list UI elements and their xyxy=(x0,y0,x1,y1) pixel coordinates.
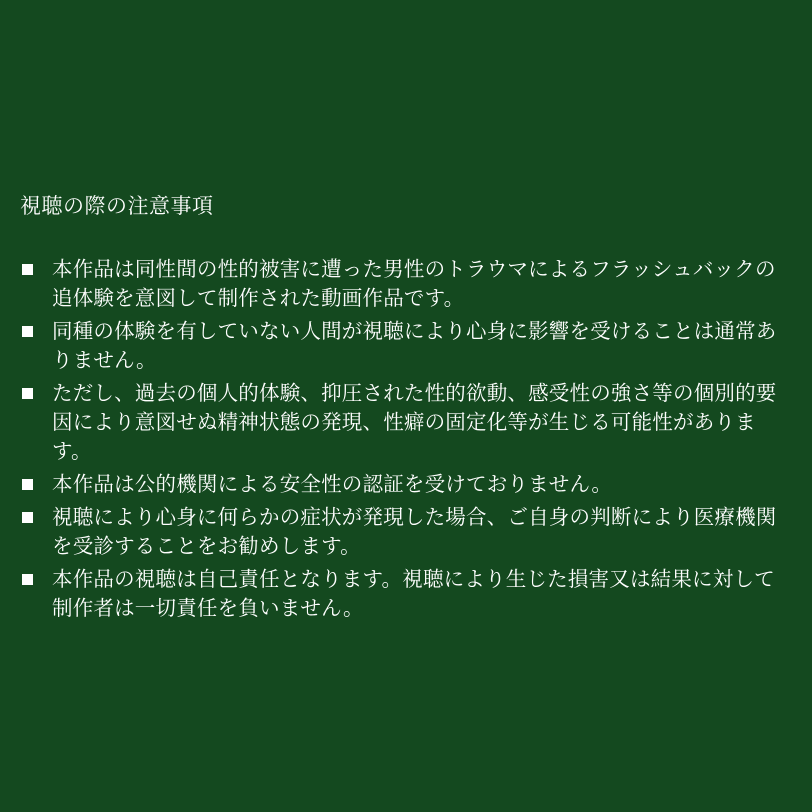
page-title: 視聴の際の注意事項 xyxy=(20,195,214,218)
list-item-text: 本作品は同性間の性的被害に遭った男性のトラウマによるフラッシュバックの追体験を意図して制作された動画作品です。 xyxy=(52,258,776,310)
list-item-text: 本作品は公的機関による安全性の認証を受けておりません。 xyxy=(52,473,613,496)
square-bullet-icon xyxy=(22,388,33,399)
square-bullet-icon xyxy=(22,264,33,275)
list-item xyxy=(20,255,795,313)
square-bullet-icon xyxy=(22,326,33,337)
square-bullet-icon xyxy=(22,479,33,490)
notice-list xyxy=(20,255,795,627)
square-bullet-icon xyxy=(22,574,33,585)
list-item xyxy=(20,379,795,466)
list-item-text: 本作品の視聴は自己責任となります。視聴により生じた損害又は結果に対して制作者は一切責任を負いません。 xyxy=(52,568,775,620)
list-item xyxy=(20,470,795,499)
square-bullet-icon xyxy=(22,512,33,523)
list-item-text: ただし、過去の個人的体験、抑圧された性的欲動、感受性の強さ等の個別的要因により意図せぬ精神状態の発現、性癖の固定化等が生じる可能性があります。 xyxy=(52,382,777,463)
list-item xyxy=(20,565,795,623)
list-item xyxy=(20,503,795,561)
list-item-text: 視聴により心身に何らかの症状が発現した場合、ご自身の判断により医療機関を受診することをお勧めします。 xyxy=(52,506,777,558)
list-item xyxy=(20,317,795,375)
list-item-text: 同種の体験を有していない人間が視聴により心身に影響を受けることは通常ありません。 xyxy=(52,320,777,372)
